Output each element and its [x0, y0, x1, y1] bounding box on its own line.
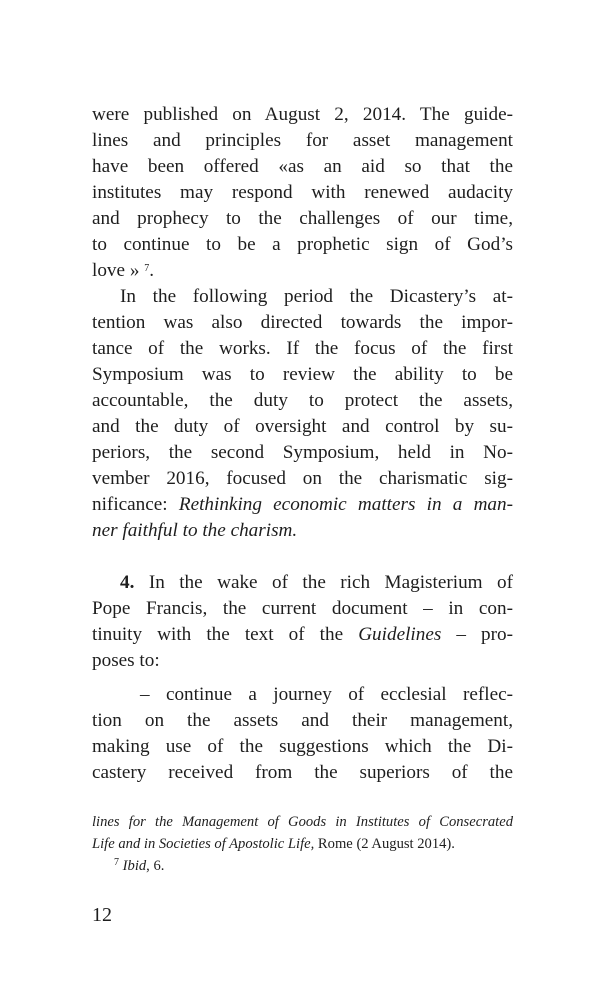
text-run: tion on the assets and their management,	[92, 710, 513, 731]
text-run: Guidelines	[358, 624, 442, 645]
text-run: making use of the suggestions which the Di-	[92, 736, 513, 757]
text-run: – continue a journey of ecclesial reflec-	[140, 684, 513, 705]
text-run: accountable, the duty to protect the assets,	[92, 390, 513, 411]
text-run: In the following period the Dicastery’s at-	[120, 286, 513, 307]
footnote-line	[92, 833, 513, 855]
text-run: Rome (2 August 2014).	[314, 836, 455, 852]
body-line	[92, 258, 513, 284]
body-line	[92, 362, 513, 388]
text-run: lines for the Management of Goods in Institutes of Consecrated	[92, 814, 513, 830]
page-number: 12	[92, 904, 112, 926]
body-line	[92, 128, 513, 154]
text-run: institutes may respond with renewed audacity	[92, 182, 513, 203]
text-run: poses to:	[92, 650, 160, 671]
text-run: tance of the works. If the focus of the first	[92, 338, 513, 359]
text-run: and prophecy to the challenges of our time,	[92, 208, 513, 229]
body-line	[92, 180, 513, 206]
text-run: lines and principles for asset management	[92, 130, 513, 151]
footnote-ref: 7	[144, 263, 150, 274]
text-run: In the wake of the rich Magisterium of	[134, 572, 513, 593]
text-run: ner faithful to the charism.	[92, 520, 298, 541]
text-run: – pro-	[441, 624, 513, 645]
body-line	[92, 622, 513, 648]
body-line	[92, 102, 513, 128]
body-line	[92, 734, 513, 760]
text-run: Life and in Societies of Apostolic Life,	[92, 836, 315, 852]
text-run: tention was also directed towards the impor-	[92, 312, 513, 333]
text-run: have been offered «as an aid so that the	[92, 156, 513, 177]
footnote-ref: 7	[114, 857, 119, 868]
text-run: and the duty of oversight and control by su-	[92, 416, 513, 437]
body-line	[92, 388, 513, 414]
body-line	[120, 284, 513, 310]
text-run: 4.	[120, 572, 135, 593]
body-line	[92, 232, 513, 258]
text-run: periors, the second Symposium, held in No-	[92, 442, 513, 463]
text-run: love »	[92, 260, 145, 281]
text-run: Symposium was to review the ability to be	[92, 364, 513, 385]
body-line	[92, 310, 513, 336]
text-run: vember 2016, focused on the charismatic sig-	[92, 468, 513, 489]
body-line	[92, 336, 513, 362]
body-line	[92, 648, 513, 674]
body-line	[92, 206, 513, 232]
text-run: castery received from the superiors of the	[92, 762, 513, 783]
text-run: to continue to be a prophetic sign of God’s	[92, 234, 513, 255]
body-line	[92, 492, 513, 518]
body-line	[92, 596, 513, 622]
body-line	[92, 440, 513, 466]
text-run: were published on August 2, 2014. The guide-	[92, 104, 513, 125]
text-run: tinuity with the text of the	[92, 624, 359, 645]
text-run: nificance:	[92, 494, 179, 515]
footnote-line	[92, 811, 513, 833]
body-line	[92, 760, 513, 786]
body-line	[140, 682, 513, 708]
body-line	[92, 414, 513, 440]
text-run: , 6.	[146, 858, 165, 874]
text-run: Pope Francis, the current document – in con-	[92, 598, 513, 619]
text-run: Ibid	[122, 858, 147, 874]
footnote-line	[114, 855, 513, 877]
body-line	[92, 154, 513, 180]
body-line	[120, 570, 513, 596]
text-run: .	[149, 260, 155, 281]
text-run: Rethinking economic matters in a man-	[178, 494, 513, 515]
body-line	[92, 466, 513, 492]
body-line	[92, 518, 513, 544]
body-line	[92, 708, 513, 734]
